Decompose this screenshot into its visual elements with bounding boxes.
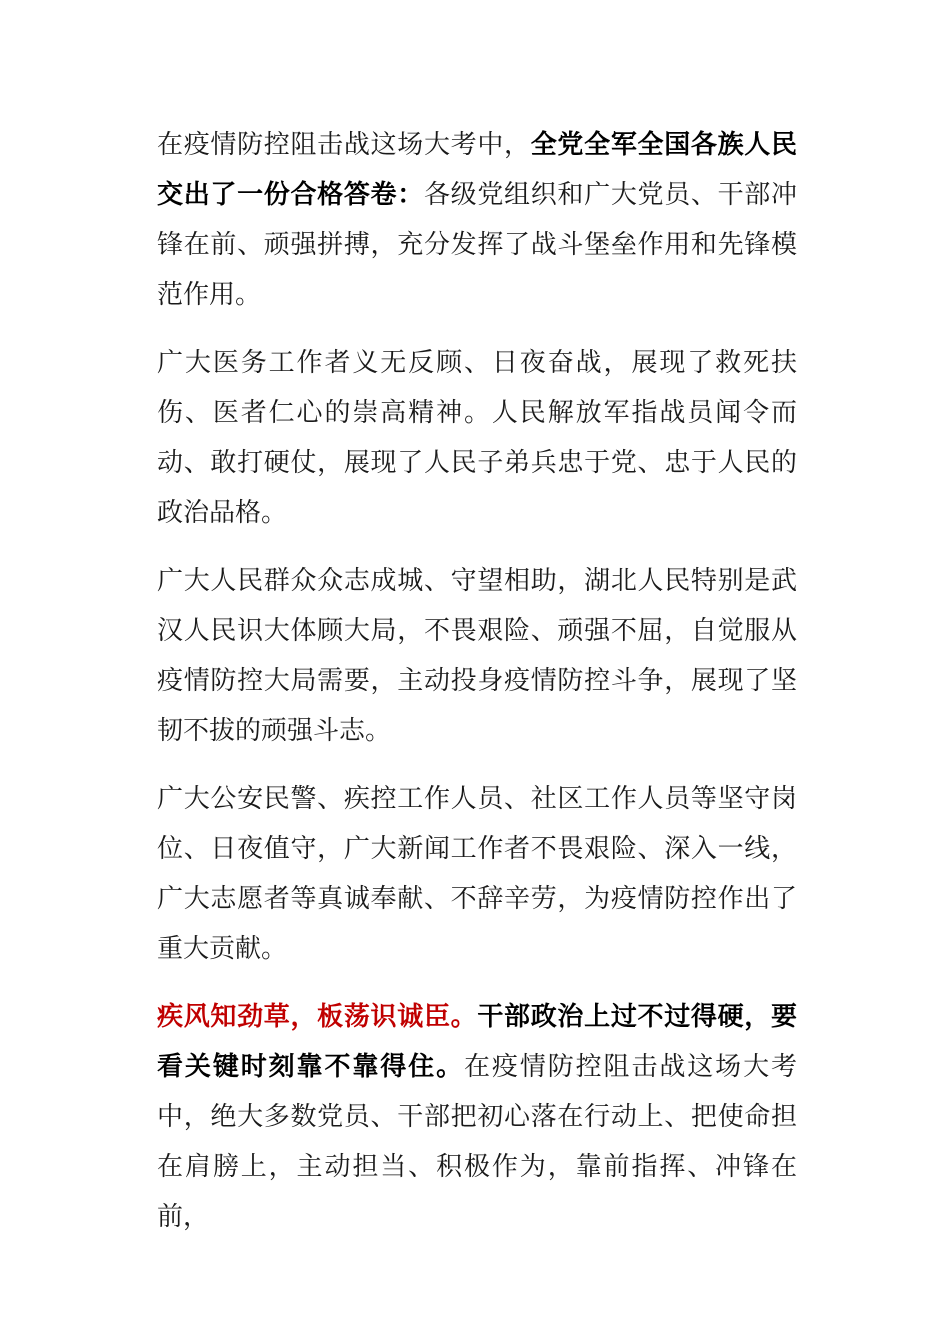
paragraph-2 [157, 338, 797, 538]
paragraph-4-text: 广大公安民警、疾控工作人员、社区工作人员等坚守岗位、日夜值守，广大新闻工作者不畏艰险、深入一线，广大志愿者等真诚奉献、不辞辛劳，为疫情防控作出了重大贡献。 [157, 784, 797, 964]
paragraph-1-text-2: 各级党组织和广大党员、干部冲锋在前、顽强拼搏，充分发挥了战斗堡垒作用和先锋模范作用。 [157, 180, 797, 310]
paragraph-5 [157, 992, 797, 1242]
paragraph-1-text-1: 在疫情防控阻击战这场大考中， [157, 130, 531, 160]
paragraph-5-bold-text: 干部政治上过不过得硬，要看关键时刻靠不靠得住。 [157, 1002, 797, 1082]
paragraph-2-text: 广大医务工作者义无反顾、日夜奋战，展现了救死扶伤、医者仁心的崇高精神。人民解放军指战员闻令而动、敢打硬仗，展现了人民子弟兵忠于党、忠于人民的政治品格。 [157, 348, 797, 528]
paragraph-3-text: 广大人民群众众志成城、守望相助，湖北人民特别是武汉人民识大体顾大局，不畏艰险、顽强不屈，自觉服从疫情防控大局需要，主动投身疫情防控斗争，展现了坚韧不拔的顽强斗志。 [157, 566, 797, 746]
paragraph-5-red-heading: 疾风知劲草，板荡识诚臣。 [157, 1002, 478, 1032]
paragraph-3 [157, 556, 797, 756]
paragraph-5-text: 在疫情防控阻击战这场大考中，绝大多数党员、干部把初心落在行动上、把使命担在肩膀上，主动担当、积极作为，靠前指挥、冲锋在前， [157, 1052, 797, 1232]
paragraph-4 [157, 774, 797, 974]
document-body [157, 120, 797, 1260]
paragraph-1-bold-text: 全党全军全国各族人民交出了一份合格答卷： [157, 130, 797, 210]
paragraph-1 [157, 120, 797, 320]
